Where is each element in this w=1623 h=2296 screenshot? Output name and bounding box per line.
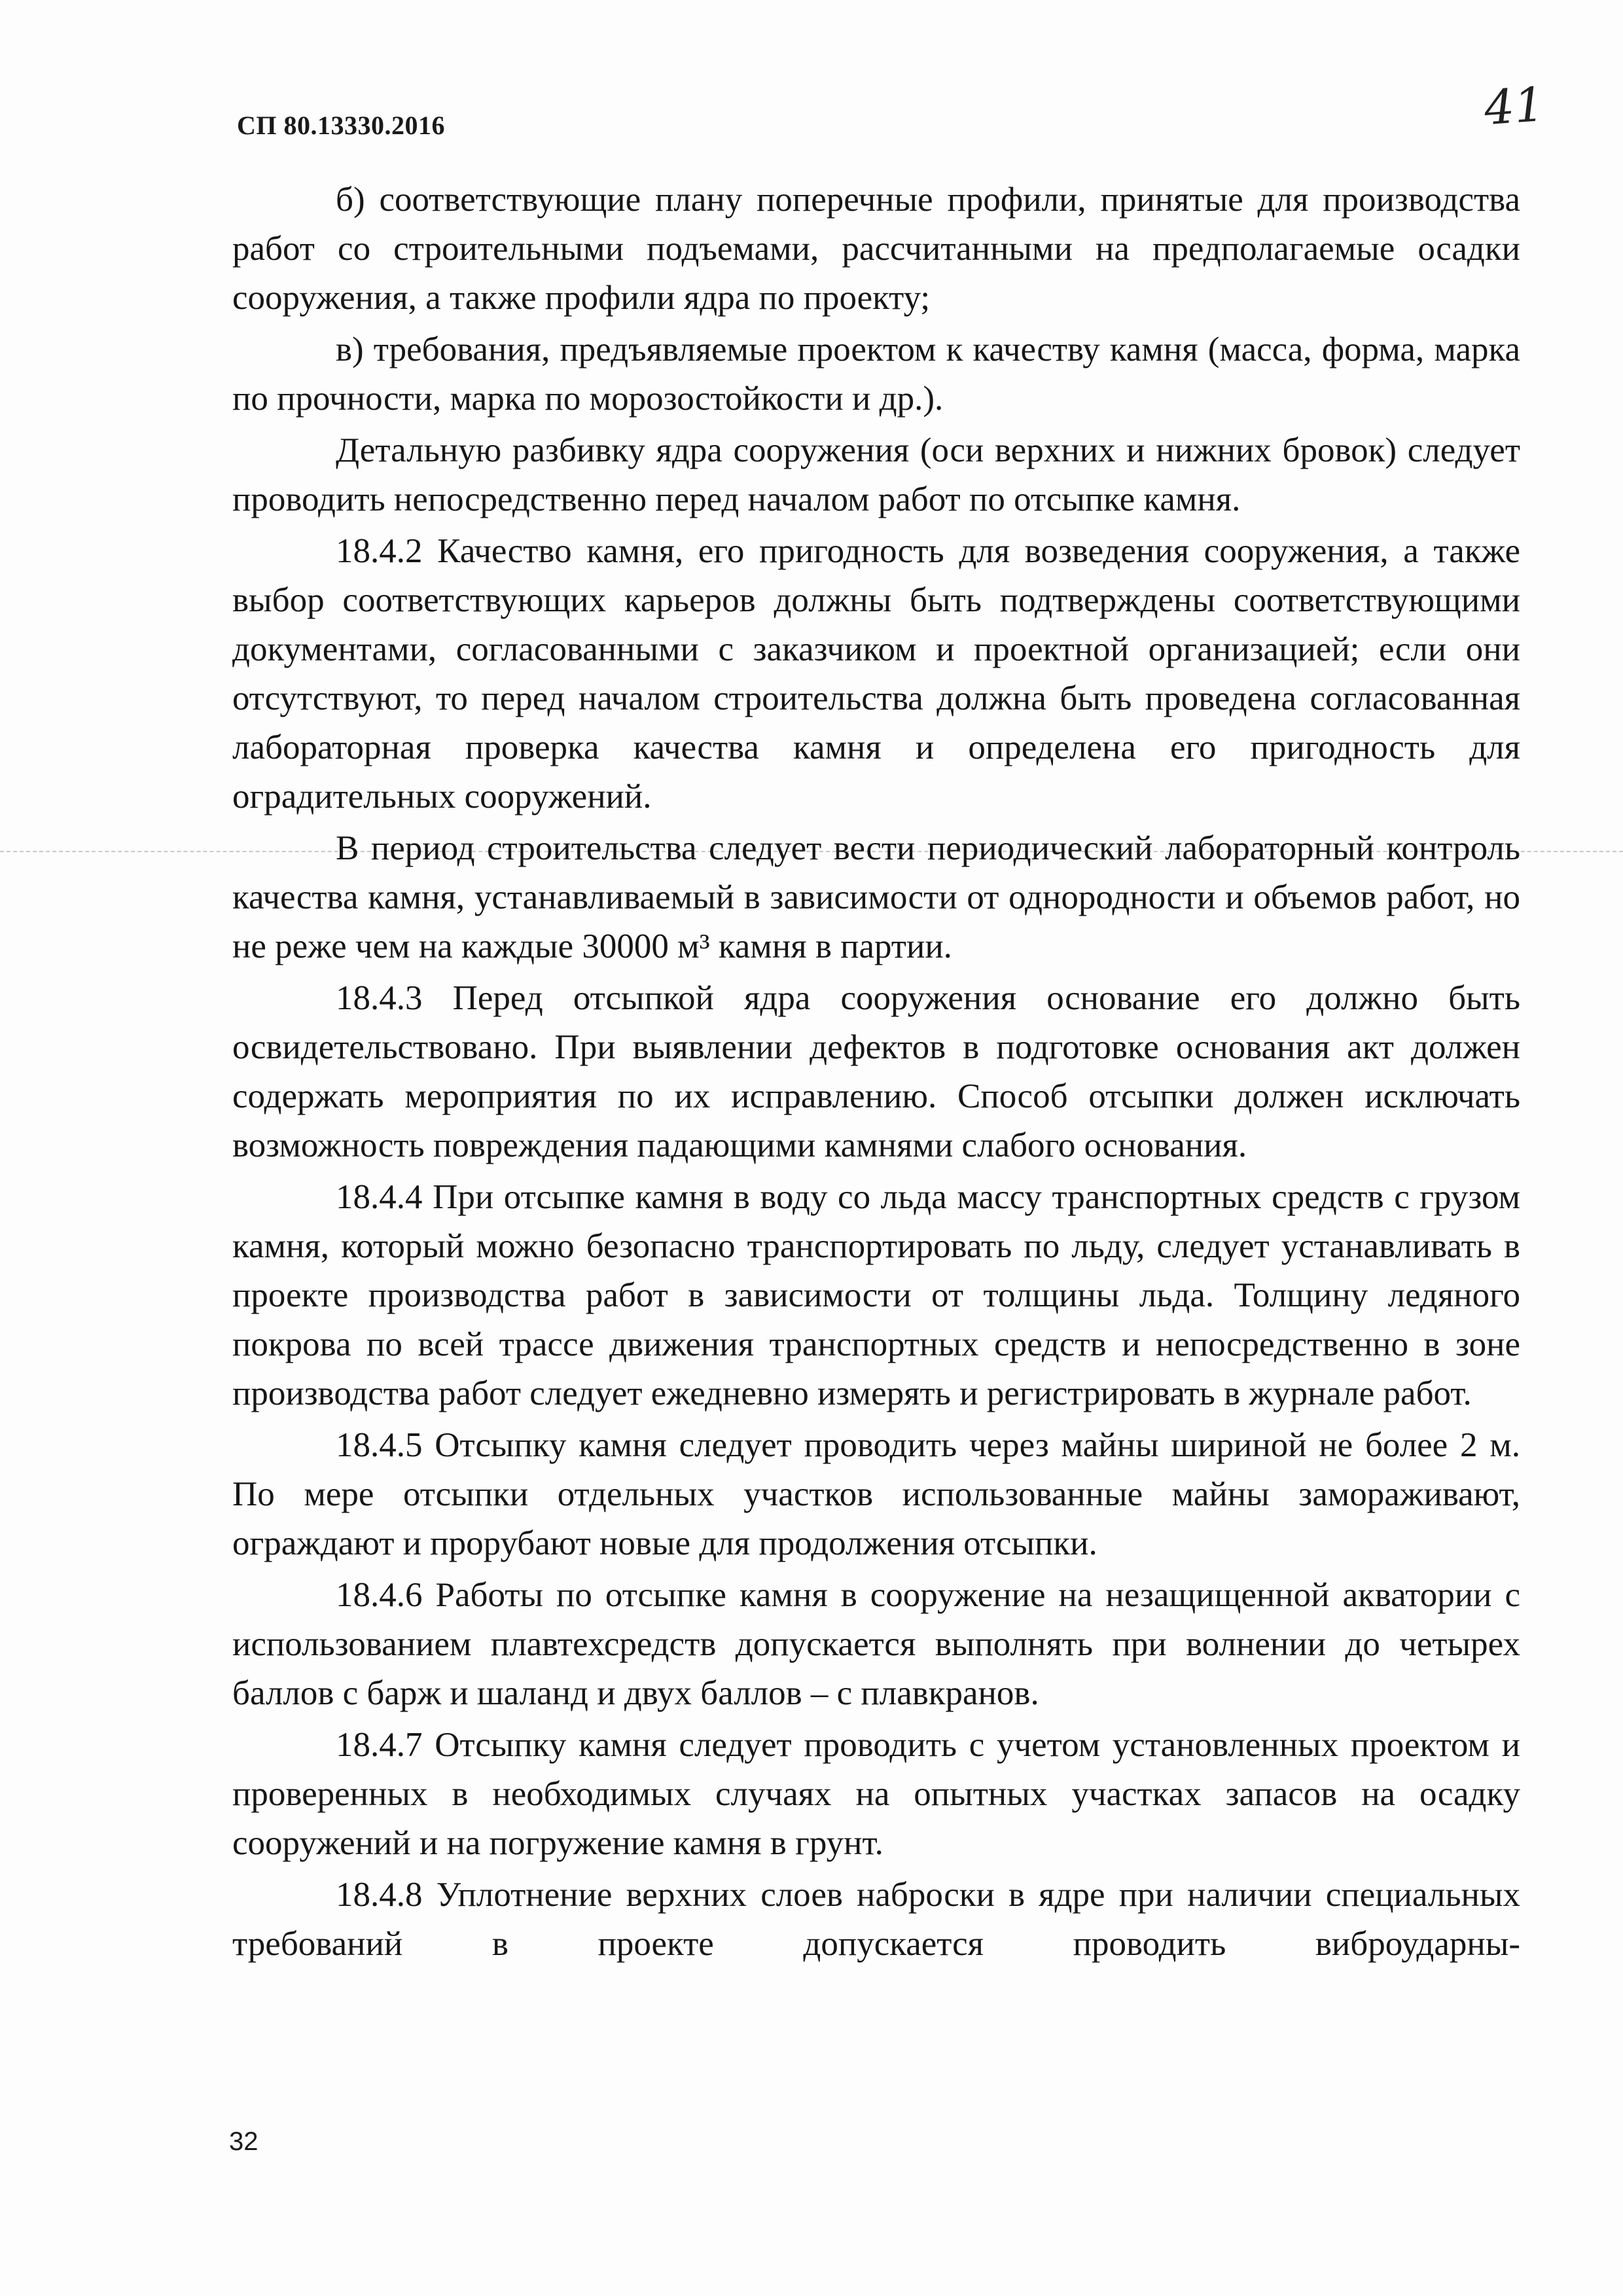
paragraph-18-4-2: 18.4.2 Качество камня, его пригодность для возведения сооружения, а также выбор соответствующих карьеров должны быть подтверждены соответствующими документами, согласованными с заказчиком и проектной организацией; если они отсутствуют, то перед началом строительства должна быть проведена согласованная лабораторная проверка качества камня и определена его пригодность для оградительных сооружений.	[232, 532, 1520, 816]
body-text	[232, 175, 1520, 1969]
document-code: СП 80.13330.2016	[237, 111, 445, 140]
paragraph-detailed-layout: Детальную разбивку ядра сооружения (оси верхних и нижних бровок) следует проводить непосредственно перед началом работ по отсыпке камня.	[232, 431, 1520, 518]
paragraph-18-4-7: 18.4.7 Отсыпку камня следует проводить с учетом установленных проектом и проверенных в необходимых случаях на опытных участках запасов на осадку сооружений и на погружение камня в грунт.	[232, 1726, 1520, 1862]
paragraph-b: б) соответствующие плану поперечные профили, принятые для производства работ со строительными подъемами, рассчитанными на предполагаемые осадки сооружения, а также профили ядра по проекту;	[232, 181, 1520, 317]
paragraph-18-4-6: 18.4.6 Работы по отсыпке камня в сооружение на незащищенной акватории с использованием плавтехсредств допускается выполнять при волнении до четырех баллов с барж и шаланд и двух баллов – с плавкранов.	[232, 1576, 1520, 1712]
paragraph-18-4-5: 18.4.5 Отсыпку камня следует проводить через майны шириной не более 2 м. По мере отсыпки отдельных участков использованные майны замораживают, ограждают и прорубают новые для продолжения отсыпки.	[232, 1426, 1520, 1562]
paragraph-18-4-8: 18.4.8 Уплотнение верхних слоев наброски в ядре при наличии специальных требований в проекте допускается проводить виброударны-	[232, 1876, 1520, 1963]
paragraph-18-4-4: 18.4.4 При отсыпке камня в воду со льда массу транспортных средств с грузом камня, который можно безопасно транспортировать по льду, следует устанавливать в проекте производства работ в зависимости от толщины льда. Толщину ледяного покрова по всей трассе движения транспортных средств и непосредственно в зоне производства работ следует ежедневно измерять и регистрировать в журнале работ.	[232, 1178, 1520, 1412]
handwritten-page-mark: 41	[1482, 76, 1546, 136]
page-number: 32	[229, 2127, 259, 2156]
paragraph-lab-control: В период строительства следует вести периодический лабораторный контроль качества камня, устанавливаемый в зависимости от однородности и объемов работ, но не реже чем на каждые 30000 м³ камня в партии.	[232, 829, 1520, 965]
paragraph-18-4-3: 18.4.3 Перед отсыпкой ядра сооружения основание его должно быть освидетельствовано. При выявлении дефектов в подготовке основания акт должен содержать мероприятия по их исправлению. Способ отсыпки должен исключать возможность повреждения падающими камнями слабого основания.	[232, 979, 1520, 1164]
paragraph-v: в) требования, предъявляемые проектом к качеству камня (масса, форма, марка по прочности, марка по морозостойкости и др.).	[232, 331, 1520, 418]
